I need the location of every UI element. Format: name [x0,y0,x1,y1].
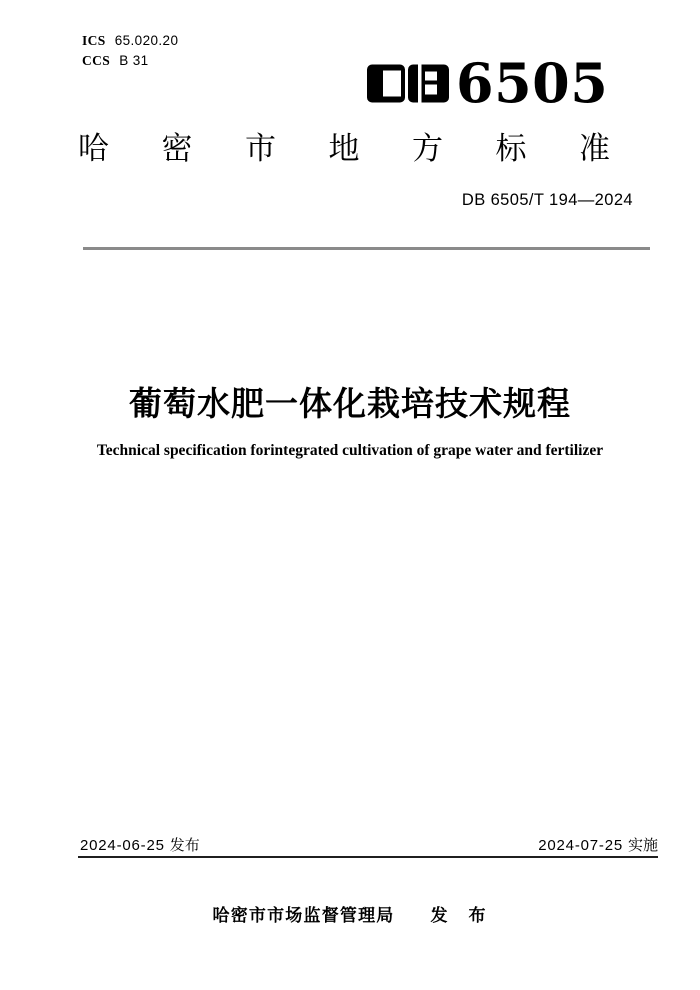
publisher-name: 哈密市市场监督管理局 [212,906,395,925]
publisher-line [0,901,700,926]
standard-name-char: 准 [579,131,610,166]
date-row [80,834,658,855]
footer-divider [78,856,658,858]
issue-label: 发布 [169,837,200,854]
publish-action: 发 布 [430,906,488,925]
implement-date: 2024-07-25 [538,837,623,854]
implement-label: 实施 [627,837,658,854]
standard-name-char: 市 [245,131,276,166]
header-divider [83,247,650,250]
db-block-letters-icon [367,64,449,103]
ics-label: ICS [82,33,106,48]
ics-value: 65.020.20 [114,33,179,48]
ccs-code [82,51,178,71]
standard-name-char: 密 [161,131,193,166]
standard-name [78,132,610,166]
ccs-label: CCS [82,52,111,68]
standard-name-char: 标 [495,131,527,166]
document-title-zh: 葡萄水肥一体化栽培技术规程 [129,385,571,422]
standard-name-char: 地 [328,131,360,166]
standard-name-char: 哈 [78,131,109,166]
doc-number: DB 6505/T 194—2024 [461,191,633,209]
ics-code [82,31,178,51]
issue-date-item [80,834,200,855]
issue-date: 2024-06-25 [80,837,165,854]
db-logo [367,51,609,115]
logo-number: 6505 [456,51,609,115]
implement-date-item [538,834,658,855]
document-title-en: Technical specification forintegrated cultivation of grape water and fertilizer [96,442,604,459]
ccs-value: B 31 [119,52,149,68]
classification-codes [82,31,178,70]
standard-name-char: 方 [412,131,443,166]
